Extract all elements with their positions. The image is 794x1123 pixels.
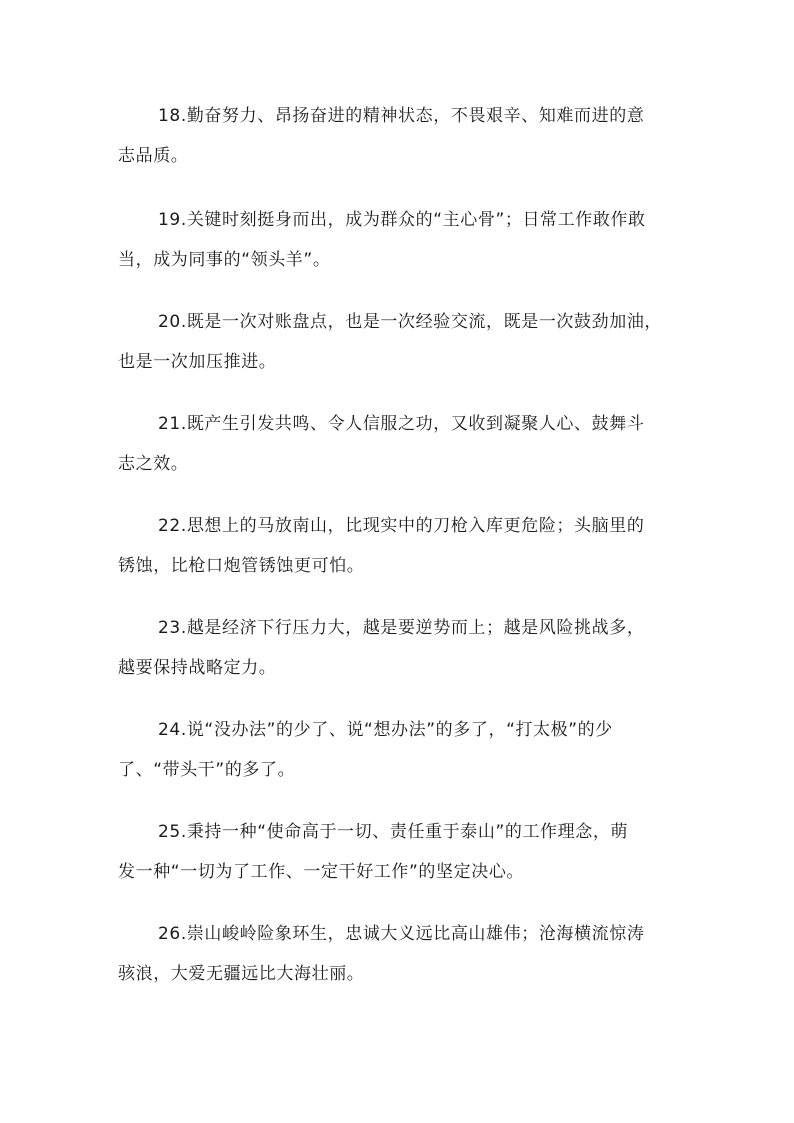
item-line: 25.秉持一种“使命高于一切、责任重于泰山”的工作理念，萌 xyxy=(158,822,629,842)
item-line: 锈蚀，比枪口炮管锈蚀更可怕。 xyxy=(118,556,365,576)
list-item xyxy=(118,404,678,484)
item-line: 发一种“一切为了工作、一定干好工作”的坚定决心。 xyxy=(118,862,525,882)
item-line: 21.既产生引发共鸣、令人信服之功，又收到凝聚人心、鼓舞斗 xyxy=(158,414,645,434)
item-line: 志品质。 xyxy=(118,146,189,166)
item-line: 19.关键时刻挺身而出，成为群众的“主心骨”；日常工作敢作敢 xyxy=(158,210,646,230)
item-line: 18.勤奋努力、昂扬奋进的精神状态，不畏艰辛、知难而进的意 xyxy=(158,106,645,126)
item-line: 20.既是一次对账盘点，也是一次经验交流，既是一次鼓劲加油， xyxy=(158,312,663,332)
list-item xyxy=(118,608,678,688)
item-line: 志之效。 xyxy=(118,454,189,474)
item-line: 当，成为同事的“领头羊”。 xyxy=(118,250,331,270)
item-line: 22.思想上的马放南山，比现实中的刀枪入库更危险；头脑里的 xyxy=(158,516,645,536)
list-item xyxy=(118,200,678,280)
item-line: 23.越是经济下行压力大，越是要逆势而上；越是风险挑战多， xyxy=(158,618,645,638)
item-line: 也是一次加压推进。 xyxy=(118,352,277,372)
list-item xyxy=(118,812,678,892)
list-item xyxy=(118,302,678,382)
item-line: 了、“带头干”的多了。 xyxy=(118,760,296,780)
list-item xyxy=(118,96,678,176)
item-line: 24.说“没办法”的少了、说“想办法”的多了，“打太极”的少 xyxy=(158,720,613,740)
item-line: 越要保持战略定力。 xyxy=(118,658,277,678)
list-item xyxy=(118,710,678,790)
item-line: 26.崇山峻岭险象环生，忠诚大义远比高山雄伟；沧海横流惊涛 xyxy=(158,924,645,944)
list-item xyxy=(118,506,678,586)
list-item xyxy=(118,914,678,994)
item-line: 骇浪，大爱无疆远比大海壮丽。 xyxy=(118,964,365,984)
